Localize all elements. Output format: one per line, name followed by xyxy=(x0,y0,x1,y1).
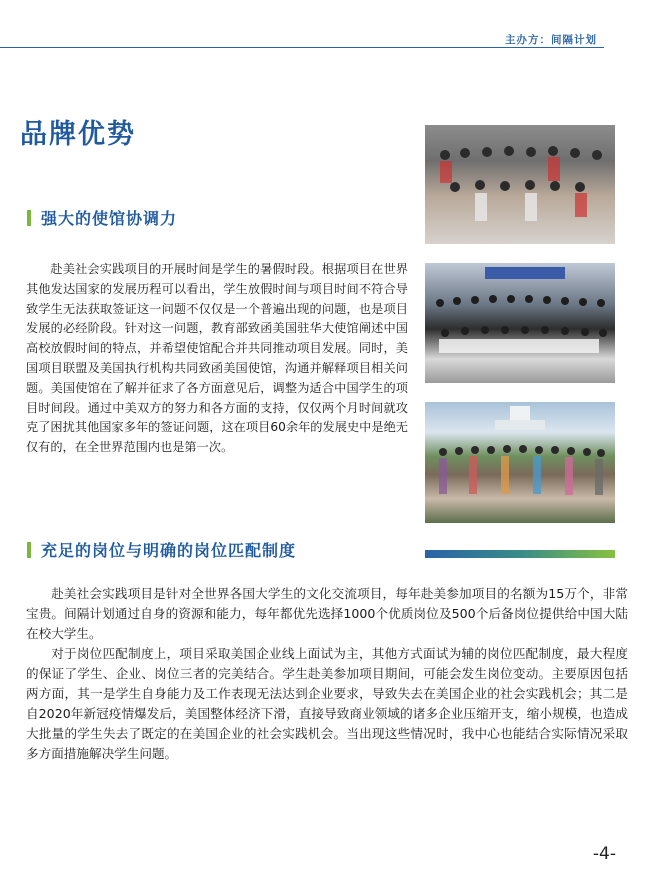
heading-marker-bar xyxy=(27,210,31,226)
section2-paragraph-2: 对于岗位匹配制度上，项目采取美国企业线上面试为主，其他方式面试为辅的岗位匹配制度，最大程度的保证了学生、企业、岗位三者的完美结合。学生赴美参加项目期间，可能会发生岗位变动。主要原因包括两方面，其一是学生自身能力及工作表现无法达到企业要求，导致失去在美国企业的社会实践机会；其二是自2020年新冠疫情爆发后，美国整体经济下滑，直接导致商业领域的诸多企业压缩开支，缩小规模，也造成大批量的学生失去了既定的在美国企业的社会实践机会。当出现这些情况时，我中心也能结合实际情况采取多方面措施解决学生问题。 xyxy=(26,646,628,761)
section-heading-embassy xyxy=(27,206,177,229)
organizer-label: 主办方：间隔计划 xyxy=(505,34,597,46)
section2-paragraph-1: 赴美社会实践项目是针对全世界各国大学生的文化交流项目，每年赴美参加项目的名额为15万个，非常宝贵。间隔计划通过自身的资源和能力，每年都优先选择1000个优质岗位及500个后备岗位提供给中国大陆在校大学生。 xyxy=(26,586,628,641)
group-photo-2 xyxy=(425,263,615,383)
section1-body: 赴美社会实践项目的开展时间是学生的暑假时段。根据项目在世界其他发达国家的发展历程可以看出，学生放假时间与项目时间不符合导致学生无法获取签证这一问题不仅仅是一个普遍出现的问题，也是项目发展的必经阶段。针对这一问题，教育部致函美国驻华大使馆阐述中国高校放假时间的特点，并希望使馆配合并共同推动项目发展。同时，美国项目联盟及美国执行机构共同致函美国使馆，沟通并解释项目相关问题。美国使馆在了解并征求了各方面意见后，调整为适合中国学生的项目时间段。通过中美双方的努力和各方面的支持，仅仅两个月时间就攻克了困扰其他国家多年的签证问题，这在项目60余年的发展史中是绝无仅有的，在全世界范围内也是第一次。 xyxy=(26,262,408,455)
group-photo-1 xyxy=(425,125,615,244)
section2-body xyxy=(26,584,628,764)
header-rule xyxy=(0,47,604,48)
section-heading-text: 强大的使馆协调力 xyxy=(41,209,178,228)
page-title: 品牌优势 xyxy=(20,119,136,150)
decorative-gradient-bar xyxy=(425,550,615,558)
page-number: -4- xyxy=(592,844,616,864)
section-heading-positions xyxy=(27,538,296,561)
section-heading-text: 充足的岗位与明确的岗位匹配制度 xyxy=(41,541,297,560)
heading-marker-bar xyxy=(27,542,31,558)
group-photo-3 xyxy=(425,402,615,523)
